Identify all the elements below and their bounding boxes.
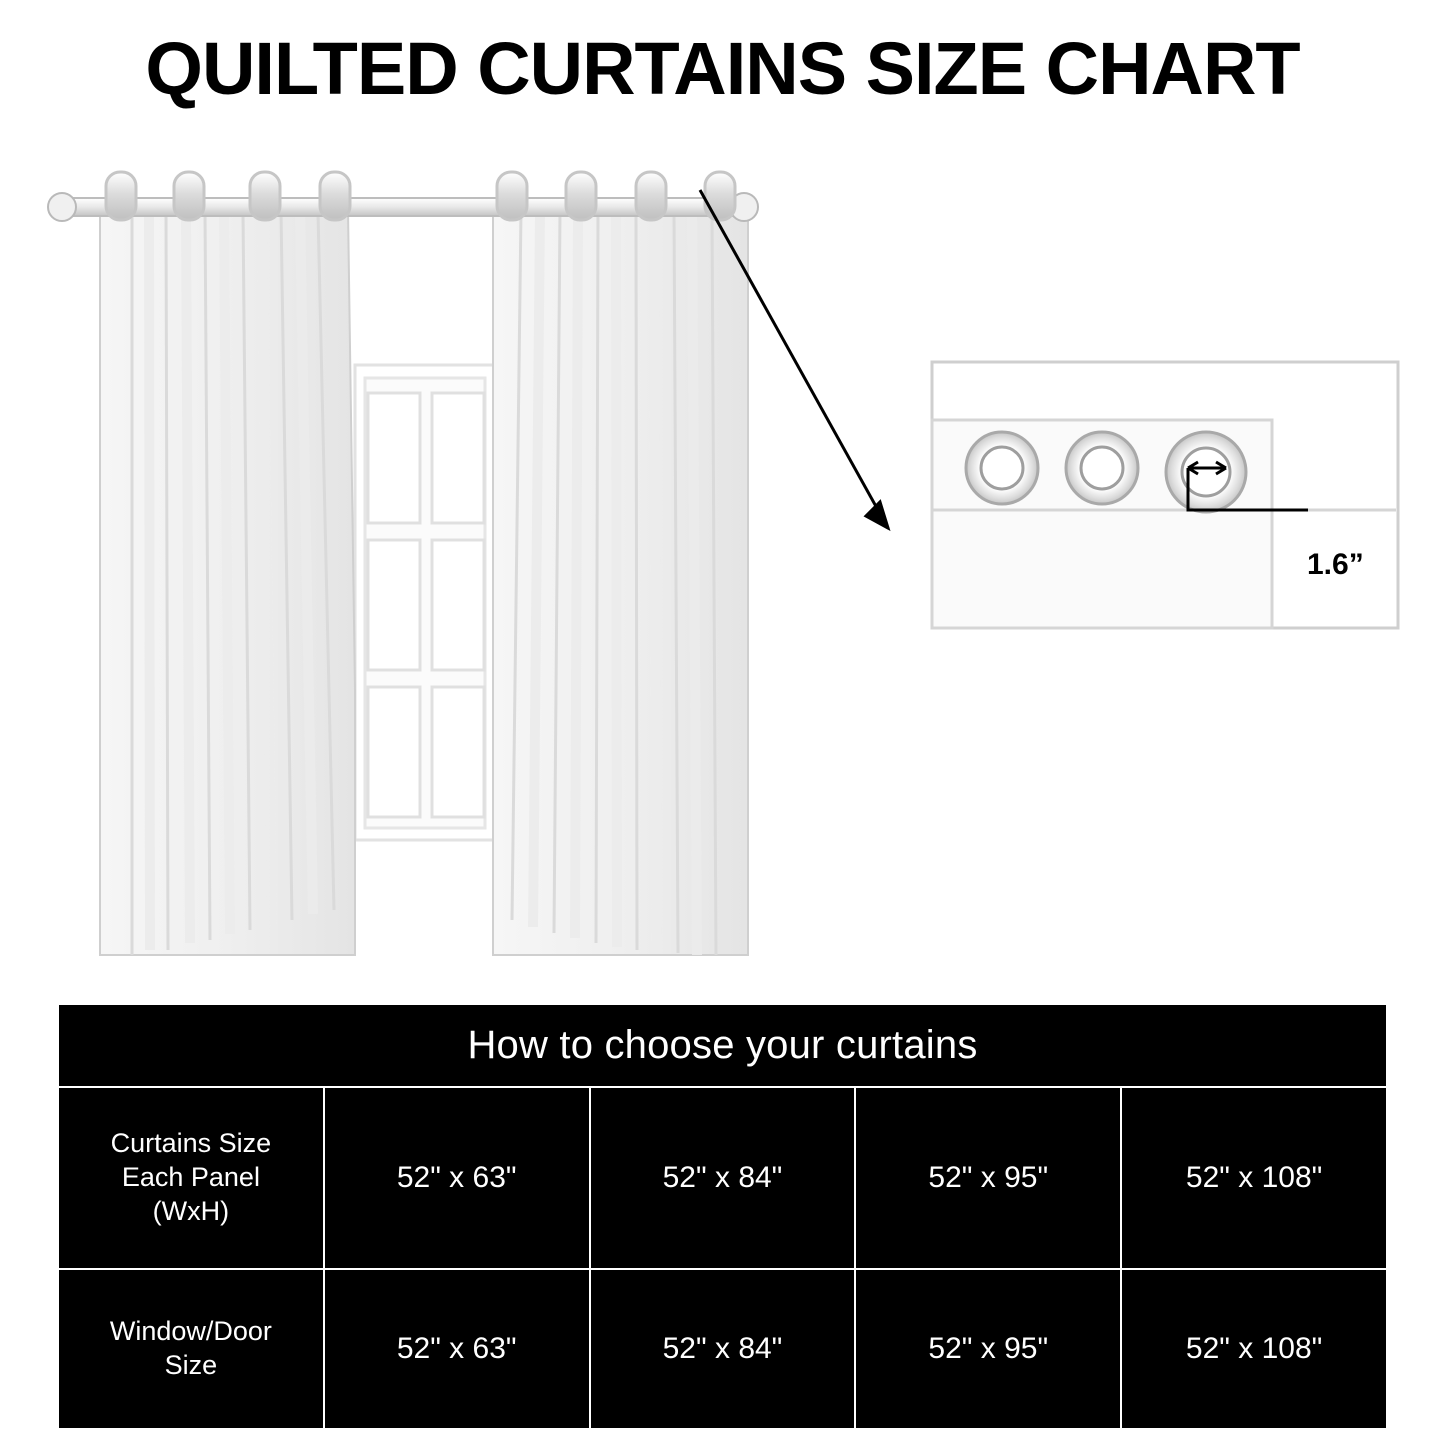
- size-table-wrapper: [57, 1003, 1388, 1430]
- row-label-window-door-size: [58, 1269, 324, 1429]
- grommet-ring: [1066, 432, 1138, 504]
- page-title: QUILTED CURTAINS SIZE CHART: [145, 27, 1300, 110]
- grommet-detail-panel: [930, 360, 1400, 690]
- grommet-ring: [966, 432, 1038, 504]
- grommet-detail-graphic: [930, 360, 1400, 690]
- curtain-illustration: [0, 150, 900, 990]
- window-graphic: [355, 365, 495, 840]
- curtain-panel-right: [493, 210, 748, 955]
- row-label-line: Window/Door: [109, 1316, 272, 1347]
- curtain-panel-left: [100, 210, 355, 955]
- cell-curtain-size-1: 52" x 63": [324, 1087, 590, 1269]
- cell-curtain-size-4: 52" x 108": [1121, 1087, 1387, 1269]
- size-chart-table: [57, 1003, 1388, 1430]
- illustration-area: [0, 150, 1445, 990]
- table-row: [58, 1269, 1387, 1429]
- cell-window-size-2: 52" x 84": [590, 1269, 856, 1429]
- cell-window-size-3: 52" x 95": [855, 1269, 1121, 1429]
- cell-window-size-4: 52" x 108": [1121, 1269, 1387, 1429]
- table-title: How to choose your curtains: [58, 1004, 1387, 1087]
- cell-curtain-size-3: 52" x 95": [855, 1087, 1121, 1269]
- grommet-diameter-label: 1.6”: [1307, 548, 1364, 581]
- table-header-row: [58, 1004, 1387, 1087]
- row-label-line: Size: [164, 1350, 218, 1380]
- row-label-line: Curtains Size: [110, 1128, 272, 1159]
- row-label-line: Each Panel: [121, 1162, 260, 1193]
- table-row: [58, 1087, 1387, 1269]
- row-label-curtains-size: [58, 1087, 324, 1269]
- row-label-line: (WxH): [152, 1195, 230, 1226]
- cell-window-size-1: 52" x 63": [324, 1269, 590, 1429]
- cell-curtain-size-2: 52" x 84": [590, 1087, 856, 1269]
- grommet-ring-measured: [1166, 432, 1246, 512]
